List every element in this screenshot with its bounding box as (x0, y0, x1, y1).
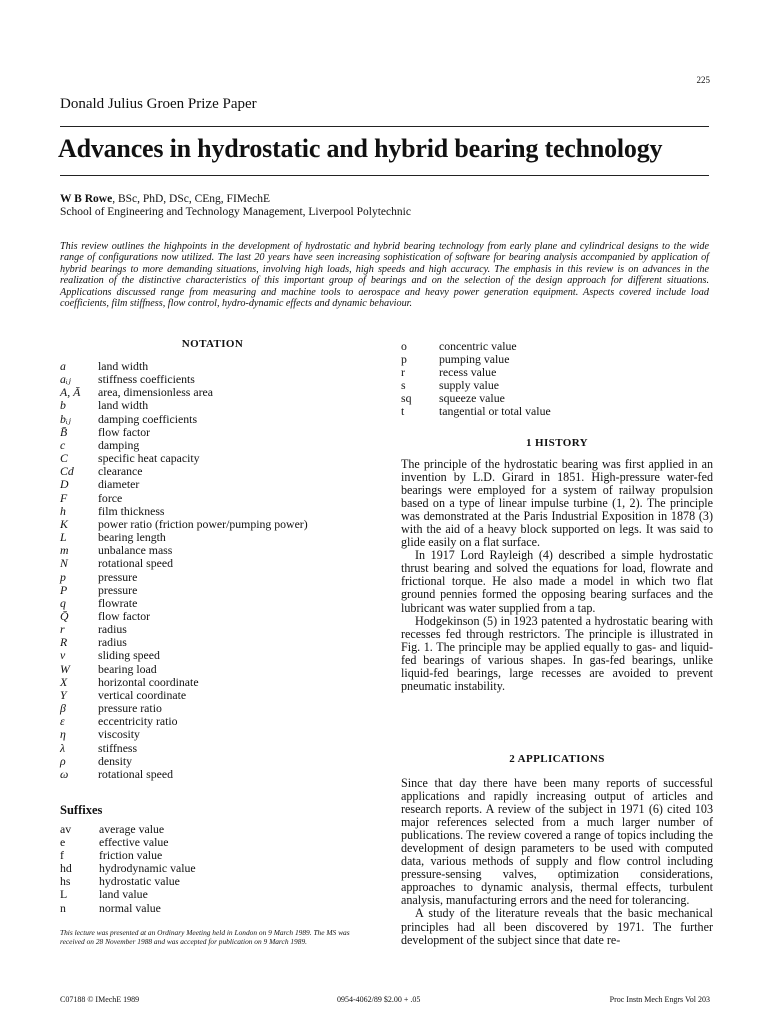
notation-item-key: m (60, 543, 69, 558)
notation-item-definition: vertical coordinate (98, 687, 187, 702)
notation-item-key: bᵢⱼ (60, 411, 71, 426)
notation-item-key: F (60, 490, 68, 505)
paper-title: Advances in hydrostatic and hybrid bearing technology (58, 134, 663, 163)
notation-item-key: c (60, 437, 66, 452)
notation-item-definition: pressure ratio (98, 701, 162, 716)
suffix-item-definition: hydrodynamic value (99, 861, 196, 876)
notation-list (60, 360, 308, 781)
suffix-list-left (60, 823, 196, 915)
notation-item-definition: rotational speed (98, 556, 174, 571)
notation-item-key: λ (60, 740, 66, 755)
series-label: Donald Julius Groen Prize Paper (60, 96, 257, 112)
history-paragraph-2: In 1917 Lord Rayleigh (4) described a simple hydrostatic thrust bearing and solved the equations for load, flowrate and frictional torque. He also made a model in which two flat ground pennies formed the opposing bearing surfaces and the lubricant was water supplied from a tap. (401, 548, 713, 615)
notation-item (60, 557, 308, 570)
notation-item (60, 492, 308, 505)
notation-item-definition: damping (98, 437, 140, 452)
notation-item-key: B̄ (60, 424, 68, 439)
notation-item-definition: pressure (98, 582, 138, 597)
suffix-item-definition: concentric value (439, 339, 517, 353)
notation-item-definition: unbalance mass (98, 543, 173, 558)
footer-issn: 0954-4062/89 $2.00 + .05 (337, 995, 421, 1004)
suffix-item-key: hs (60, 874, 71, 889)
notation-item-definition: flowrate (98, 595, 138, 610)
notation-item-definition: bearing length (98, 530, 166, 545)
suffix-item-key: e (60, 835, 66, 850)
notation-item-definition: damping coefficients (98, 411, 198, 426)
notation-item-key: Cd (60, 464, 74, 479)
notation-item-definition: area, dimensionless area (98, 385, 213, 400)
notation-item-key: ρ (60, 753, 66, 768)
notation-item-definition: flow factor (98, 424, 151, 439)
notation-item-key: ε (60, 714, 65, 729)
suffix-item (401, 405, 551, 418)
notation-item-key: P (60, 582, 68, 597)
notation-item (60, 597, 308, 610)
suffixes-heading: Suffixes (60, 803, 103, 817)
notation-item (60, 768, 308, 781)
suffix-item-key: t (401, 404, 405, 419)
notation-item-key: K (60, 516, 68, 531)
notation-item-definition: sliding speed (98, 648, 160, 663)
notation-heading: NOTATION (181, 338, 244, 350)
author-credentials: , BSc, PhD, DSc, CEng, FIMechE (112, 193, 270, 205)
suffix-item-key: s (401, 378, 406, 393)
title-rule (60, 175, 709, 176)
suffix-item-definition: squeeze value (439, 391, 505, 406)
notation-item-key: v (60, 648, 66, 663)
history-paragraph-1: The principle of the hydrostatic bearing was first applied in an invention by L.D. Girard in 1851. High-pressure water-fed bearings were employed for a system of railway propulsion based on a type of linear impulse turbine (1, 2). The principle was demonstrated at the Paris Industrial Exposition in 1878 (3) with the aid of a heavy block supported on legs. It was said to glide easily on a flat surface. (401, 457, 713, 550)
notation-item (60, 676, 308, 689)
notation-item-definition: diameter (98, 477, 140, 492)
notation-item-definition: viscosity (98, 727, 140, 742)
notation-section (60, 338, 360, 781)
footer-copyright: C07188 © IMechE 1989 (60, 995, 140, 1004)
notation-item-key: b (60, 398, 66, 413)
suffix-item (60, 888, 196, 901)
notation-item-key: N (60, 556, 68, 571)
author-affiliation: School of Engineering and Technology Management, Liverpool Polytechnic (60, 206, 411, 218)
notation-item-key: W (60, 661, 70, 676)
notation-item-key: Y (60, 687, 67, 702)
suffix-item-definition: average value (99, 822, 165, 836)
notation-item-key: R (60, 635, 68, 650)
notation-item-definition: film thickness (98, 503, 165, 518)
footer-journal: Proc Instn Mech Engrs Vol 203 (609, 995, 710, 1004)
suffix-item-key: L (60, 887, 68, 902)
page-number: 225 (696, 75, 710, 85)
notation-item (60, 742, 308, 755)
applications-paragraph-1: Since that day there have been many reports of successful applications and rapidly increasing output of articles and research reports. A review of the subject in 1971 (6) cited 103 major references selected from a much larger number of publications. The review covered a range of topics including the development of design parameters to be used with computed data, various methods of supply and flow control including pressure-sensing valves, optimization considerations, approaches to dynamic analysis, thermal effects, turbulent analysis, manufacturing errors and the need for tolerancing. (401, 776, 713, 908)
notation-item-key: β (60, 701, 66, 716)
notation-item-definition: land width (98, 359, 149, 373)
notation-item-definition: specific heat capacity (98, 451, 200, 466)
notation-item-definition: stiffness coefficients (98, 372, 195, 387)
notation-item-definition: density (98, 753, 133, 768)
notation-item-key: η (60, 727, 66, 742)
top-rule (60, 126, 709, 127)
notation-item-definition: flow factor (98, 608, 151, 623)
notation-item-definition: horizontal coordinate (98, 674, 199, 689)
notation-item-definition: force (98, 490, 123, 505)
suffix-item-definition: friction value (99, 848, 163, 863)
notation-item-definition: radius (98, 635, 127, 650)
notation-item-key: ω (60, 766, 69, 781)
suffix-item-definition: hydrostatic value (99, 874, 180, 889)
notation-item-definition: rotational speed (98, 766, 174, 781)
notation-item-definition: clearance (98, 464, 143, 479)
notation-item-definition: land width (98, 398, 149, 413)
notation-item-key: X (60, 674, 68, 689)
author-line (60, 193, 270, 205)
suffix-item-definition: pumping value (439, 352, 510, 367)
notation-item-definition: stiffness (98, 740, 138, 755)
suffix-item-key: p (401, 352, 407, 367)
applications-section (401, 753, 713, 947)
footnote: This lecture was presented at an Ordinary Meeting held in London on 9 March 1989. The MS was received on 28 November 1988 and was accepted for publication on 9 March 1989. (60, 928, 350, 946)
suffix-item-definition: normal value (99, 900, 161, 915)
suffix-item-key: av (60, 822, 72, 836)
applications-paragraph-2: A study of the literature reveals that the basic mechanical principles had all been discovered by 1971. The further development of the subject since that date re- (401, 906, 713, 947)
suffix-item (60, 902, 196, 915)
notation-item-definition: pressure (98, 569, 138, 584)
notation-item (60, 649, 308, 662)
suffix-item-key: o (401, 339, 407, 353)
notation-item-key: p (60, 569, 66, 584)
suffix-item-key: sq (401, 391, 412, 406)
history-heading: 1 HISTORY (526, 437, 588, 449)
notation-item-definition: radius (98, 622, 127, 637)
notation-item (60, 399, 308, 412)
notation-item (60, 584, 308, 597)
notation-item (60, 505, 308, 518)
notation-item (60, 478, 308, 491)
notation-item-key: r (60, 622, 65, 637)
suffix-item-key: f (60, 848, 64, 863)
notation-item-key: A, Ā (60, 385, 81, 400)
suffix-item-definition: land value (99, 887, 148, 902)
suffix-item-definition: recess value (439, 365, 497, 380)
suffix-item-key: r (401, 365, 405, 380)
notation-item (60, 571, 308, 584)
notation-item-key: L (60, 530, 67, 545)
abstract: This review outlines the highpoints in the development of hydrostatic and hybrid bearing technology from early plane and cylindrical designs to the wide range of configurations now utilized. The last 20 years have seen increasing sophistication of software for bearing analysis accompanied by application of hybrid bearings to more demanding situations, involving high loads, high speeds and high accuracy. The emphasis in this review is on advances in the realization of the distinctive characteristics of this important group of bearings and on the selection of the design approach for different situations. Applications discussed range from measuring and machine tools to aerospace and heavy power generation equipment. Aspects covered include load coefficients, film stiffness, flow control, hydro-dynamic effects and dynamic behaviour. (60, 241, 709, 310)
notation-item (60, 728, 308, 741)
suffix-list-right (401, 340, 551, 419)
notation-item-definition: bearing load (98, 661, 157, 676)
notation-item (60, 426, 308, 439)
notation-item-key: C (60, 451, 68, 466)
notation-item (60, 413, 308, 426)
notation-item-key: a (60, 359, 66, 373)
suffix-item-definition: tangential or total value (439, 404, 551, 419)
notation-item-key: q (60, 595, 66, 610)
history-section (401, 437, 713, 693)
author-name: W B Rowe (60, 193, 113, 205)
notation-item-key: aᵢⱼ (60, 372, 71, 387)
notation-item (60, 663, 308, 676)
applications-heading: 2 APPLICATIONS (509, 753, 605, 765)
suffix-item-definition: supply value (439, 378, 499, 393)
notation-item-definition: eccentricity ratio (98, 714, 178, 729)
notation-item-key: h (60, 503, 66, 518)
notation-item-key: Q̄ (60, 608, 69, 623)
notation-item-definition: power ratio (friction power/pumping power) (98, 516, 308, 531)
history-paragraph-3: Hodgekinson (5) in 1923 patented a hydrostatic bearing with recesses fed through restrictors. The principle is illustrated in Fig. 1. The principle may be applied equally to gas- and liquid-fed bearings of various shapes. In gas-fed bearings, unlike liquid-fed bearings, large recesses are avoided to prevent pneumatic instability. (401, 613, 713, 693)
suffix-item-key: hd (60, 861, 72, 876)
notation-item-key: D (60, 477, 69, 492)
suffix-item-definition: effective value (99, 835, 169, 850)
suffix-item-key: n (60, 900, 66, 915)
notation-item (60, 755, 308, 768)
